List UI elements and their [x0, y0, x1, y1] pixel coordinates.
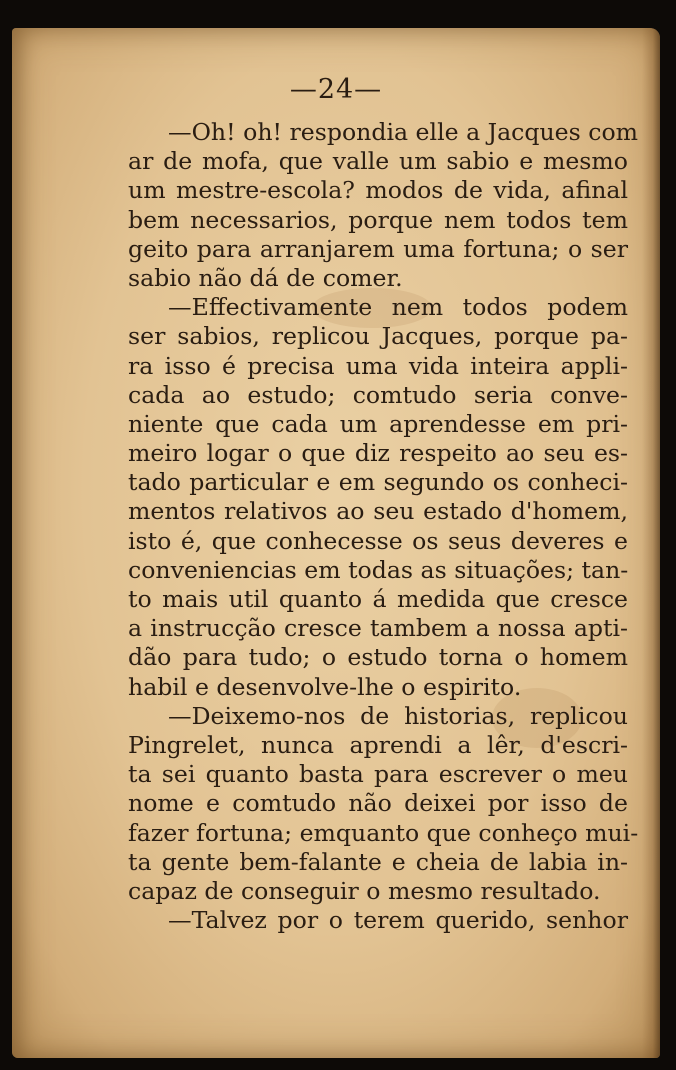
text-line: dão para tudo; o estudo torna o homem: [128, 643, 628, 672]
text-line: um mestre-escola? modos de vida, afinal: [128, 176, 628, 205]
text-line: a instrucção cresce tambem a nossa apti-: [128, 614, 628, 643]
text-line: ra isso é precisa uma vida inteira appli-: [128, 351, 628, 380]
text-line: fazer fortuna; emquanto que conheço mui-: [128, 818, 639, 847]
page-spine-shadow: [642, 28, 660, 1058]
text-line: meiro logar o que diz respeito ao seu es-: [128, 439, 628, 468]
text-line: tado particular e em segundo os conheci-: [128, 468, 628, 497]
book-page: [12, 28, 660, 1058]
text-line: sabio não dá de comer.: [128, 263, 403, 292]
text-line: ser sabios, replicou Jacques, porque pa-: [128, 322, 628, 351]
text-line: —Oh! oh! respondia elle a Jacques com: [168, 118, 639, 146]
text-line: cada ao estudo; comtudo seria conve-: [128, 380, 628, 409]
text-line: —Deixemo-nos de historias, replicou: [168, 701, 628, 730]
text-line: ar de mofa, que valle um sabio e mesmo: [128, 147, 628, 176]
text-line: nome e comtudo não deixei por isso de: [128, 789, 628, 818]
text-line: capaz de conseguir o mesmo resultado.: [128, 876, 601, 905]
text-line: —Effectivamente nem todos podem: [168, 293, 628, 322]
page-text: [128, 118, 639, 935]
text-line: conveniencias em todas as situações; tan-: [128, 555, 629, 584]
text-line: isto é, que conhecesse os seus deveres e: [128, 526, 628, 555]
text-line: bem necessarios, porque nem todos tem: [128, 205, 628, 234]
text-line: —Talvez por o terem querido, senhor: [168, 906, 628, 935]
text-line: mentos relativos ao seu estado d'homem,: [128, 497, 628, 526]
text-line: to mais util quanto á medida que cresce: [128, 585, 628, 613]
text-line: niente que cada um aprendesse em pri-: [128, 409, 628, 438]
text-line: ta gente bem-falante e cheia de labia in-: [128, 847, 628, 876]
text-line: habil e desenvolve-lhe o espirito.: [128, 672, 522, 701]
text-line: Pingrelet, nunca aprendi a lêr, d'escri-: [128, 730, 628, 759]
text-line: ta sei quanto basta para escrever o meu: [128, 760, 628, 789]
text-line: geito para arranjarem uma fortuna; o ser: [128, 234, 628, 263]
page-number: —24—: [289, 74, 383, 105]
